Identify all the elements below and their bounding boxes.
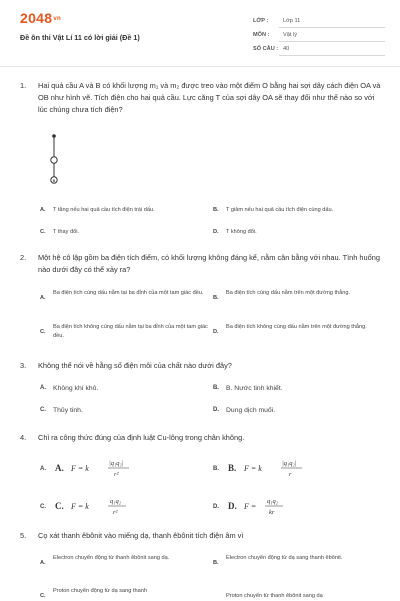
svg-text:A.: A. <box>55 463 64 473</box>
svg-text:D.: D. <box>213 504 219 510</box>
q4-option-a[interactable] <box>40 460 129 478</box>
svg-text:r: r <box>289 471 292 478</box>
svg-text:B.: B. <box>213 466 219 472</box>
svg-text:F = k: F = k <box>71 464 89 473</box>
svg-text:r²: r² <box>114 471 119 478</box>
svg-text:C.: C. <box>40 504 46 510</box>
svg-text:r²: r² <box>113 509 118 516</box>
pendulum-figure <box>40 130 70 190</box>
site-logo[interactable]: 2048vn <box>20 10 61 26</box>
svg-text:C.: C. <box>55 501 64 511</box>
svg-text:kr: kr <box>269 509 275 516</box>
svg-text:F =: F = <box>244 502 257 511</box>
svg-text:F = k: F = k <box>244 464 262 473</box>
q4-formula-options <box>38 452 398 522</box>
svg-text:B.: B. <box>228 463 237 473</box>
header-divider <box>0 66 400 67</box>
q4-option-d[interactable] <box>213 498 283 516</box>
q4-option-c[interactable] <box>40 498 126 516</box>
svg-text:|q₁q₂|: |q₁q₂| <box>109 460 124 467</box>
svg-text:D.: D. <box>228 501 237 511</box>
svg-text:q₁q₂: q₁q₂ <box>110 498 122 505</box>
q4-option-b[interactable] <box>213 460 302 478</box>
svg-text:B: B <box>52 178 56 183</box>
document-title: Đề ôn thi Vật Lí 11 có lời giải (Đề 1) <box>20 33 140 42</box>
document-header: 2048vn Đề ôn thi Vật Lí 11 có lời giải (Đề 1) LỚP : Lớp 11 MÔN : Vật lý SỐ CÂU : 40 <box>0 0 400 66</box>
sphere-a <box>51 157 57 163</box>
svg-text:A.: A. <box>40 466 46 472</box>
svg-text:|q₁q₂|: |q₁q₂| <box>282 460 297 467</box>
svg-text:F = k: F = k <box>71 502 89 511</box>
svg-text:q₁q₂: q₁q₂ <box>267 498 279 505</box>
